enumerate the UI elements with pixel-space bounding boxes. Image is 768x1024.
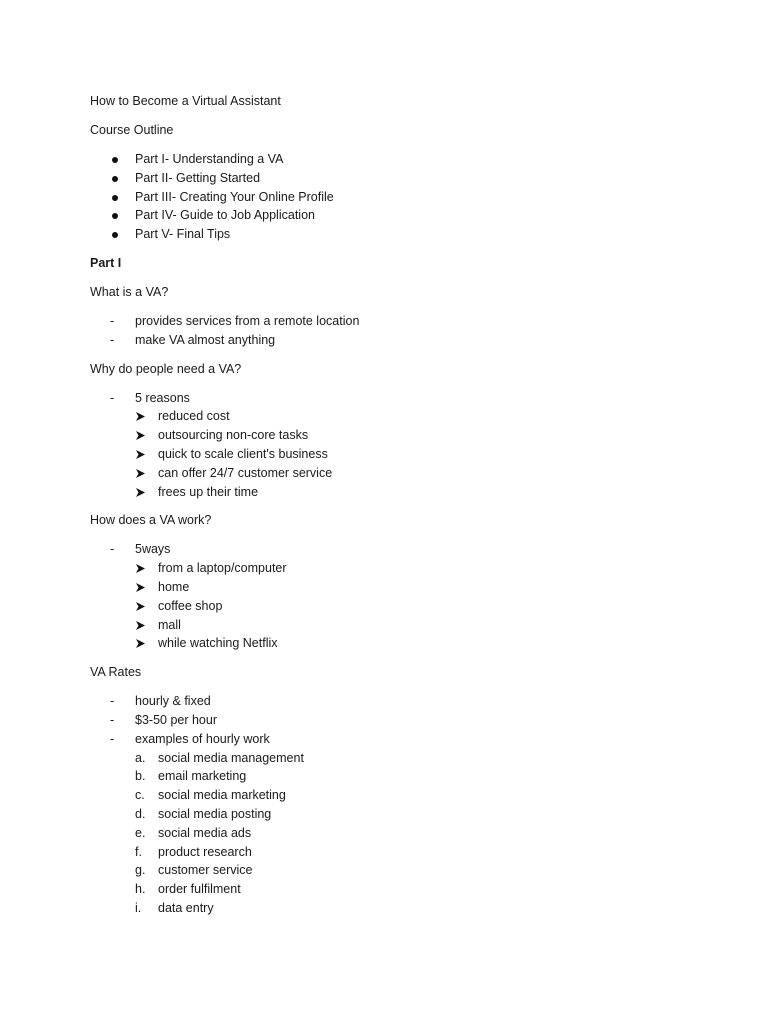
letter-marker: i. — [135, 900, 142, 915]
question-why-need-va: Why do people need a VA? — [90, 361, 242, 376]
list-item: - 5 reasons — [90, 389, 690, 408]
list-item: - hourly & fixed — [90, 692, 690, 711]
arrow-bullet-icon — [135, 407, 146, 422]
list-item: d. social media posting — [90, 805, 690, 824]
list-item: coffee shop — [90, 597, 690, 616]
arrow-bullet-icon — [135, 559, 146, 574]
list-item: h. order fulfilment — [90, 880, 690, 899]
list-item: - examples of hourly work — [90, 730, 690, 749]
dash-marker: - — [110, 390, 115, 405]
list-item: from a laptop/computer — [90, 559, 690, 578]
bullet-icon — [112, 157, 118, 163]
list-item: a. social media management — [90, 749, 690, 768]
list-item: i. data entry — [90, 899, 690, 918]
letter-marker: b. — [135, 769, 146, 784]
dash-marker: - — [110, 712, 115, 727]
va-rates-list — [90, 692, 690, 918]
dash-marker: - — [110, 731, 115, 746]
question-what-is-va: What is a VA? — [90, 284, 169, 299]
list-item: while watching Netflix — [90, 634, 690, 653]
list-item: c. social media marketing — [90, 786, 690, 805]
letter-marker: h. — [135, 882, 146, 897]
arrow-bullet-icon — [135, 464, 146, 479]
arrow-bullet-icon — [135, 616, 146, 631]
document-title: How to Become a Virtual Assistant — [90, 94, 281, 108]
how-va-works-list — [90, 540, 690, 653]
list-item: Part III- Creating Your Online Profile — [90, 188, 690, 207]
list-item: e. social media ads — [90, 824, 690, 843]
list-item: - provides services from a remote location — [90, 312, 690, 331]
letter-marker: f. — [135, 844, 142, 859]
arrow-bullet-icon — [135, 578, 146, 593]
dash-marker: - — [110, 694, 115, 709]
bullet-icon — [112, 232, 118, 238]
list-item: can offer 24/7 customer service — [90, 464, 690, 483]
arrow-bullet-icon — [135, 597, 146, 612]
bullet-icon — [112, 195, 118, 201]
dash-marker: - — [110, 313, 115, 328]
list-item: home — [90, 578, 690, 597]
list-item: mall — [90, 616, 690, 635]
list-item: b. email marketing — [90, 767, 690, 786]
list-item: f. product research — [90, 843, 690, 862]
list-item: Part I- Understanding a VA — [90, 150, 690, 169]
list-item: reduced cost — [90, 407, 690, 426]
course-outline-heading: Course Outline — [90, 123, 174, 137]
dash-marker: - — [110, 542, 115, 557]
letter-marker: a. — [135, 750, 146, 765]
what-is-va-list — [90, 312, 690, 350]
dash-marker: - — [110, 332, 115, 347]
list-item: Part II- Getting Started — [90, 169, 690, 188]
list-item: - 5ways — [90, 540, 690, 559]
bullet-icon — [112, 213, 118, 219]
va-rates-heading: VA Rates — [90, 665, 142, 680]
list-item: Part IV- Guide to Job Application — [90, 206, 690, 225]
list-item: frees up their time — [90, 483, 690, 502]
letter-marker: e. — [135, 825, 146, 840]
list-item: Part V- Final Tips — [90, 225, 690, 244]
list-item: outsourcing non-core tasks — [90, 426, 690, 445]
arrow-bullet-icon — [135, 426, 146, 441]
list-item: - $3-50 per hour — [90, 711, 690, 730]
list-item: quick to scale client's business — [90, 445, 690, 464]
bullet-icon — [112, 176, 118, 182]
list-item: g. customer service — [90, 861, 690, 880]
why-need-va-list — [90, 389, 690, 502]
letter-marker: g. — [135, 863, 146, 878]
letter-marker: d. — [135, 806, 146, 821]
arrow-bullet-icon — [135, 445, 146, 460]
course-outline-list — [90, 150, 690, 244]
part-heading: Part I — [90, 255, 122, 270]
question-how-va-works: How does a VA work? — [90, 513, 212, 528]
document-page — [90, 92, 690, 918]
arrow-bullet-icon — [135, 634, 146, 649]
letter-marker: c. — [135, 788, 145, 803]
arrow-bullet-icon — [135, 483, 146, 498]
list-item: - make VA almost anything — [90, 331, 690, 350]
